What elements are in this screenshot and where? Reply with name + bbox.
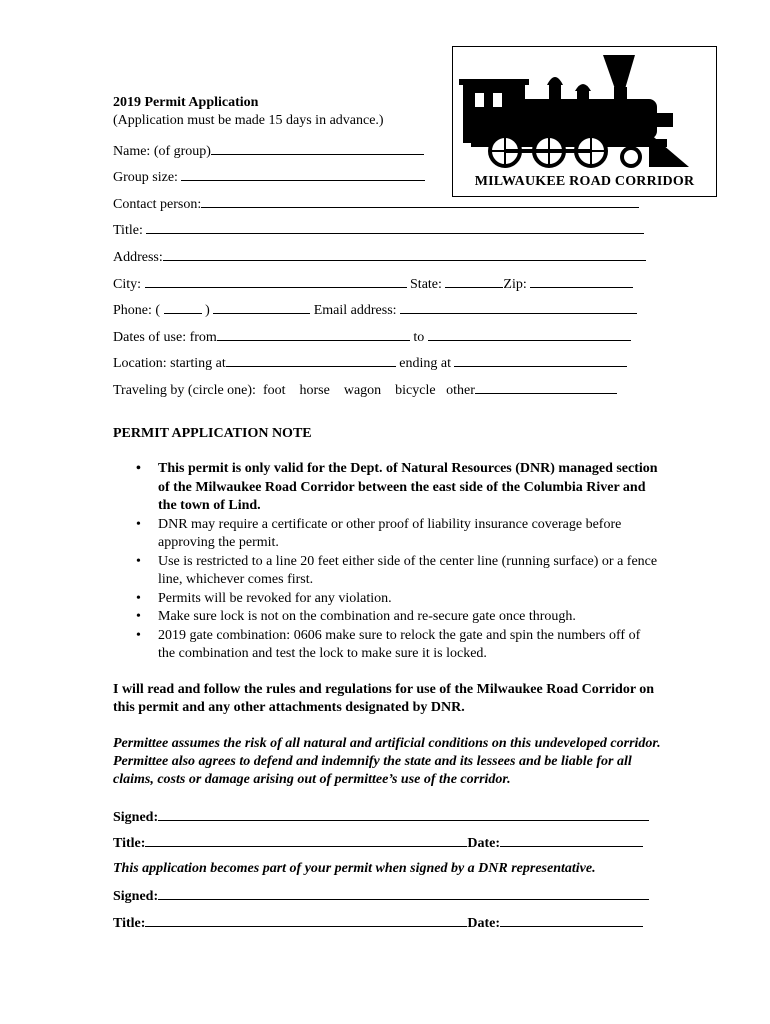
note-heading: PERMIT APPLICATION NOTE [113, 426, 312, 441]
dnr-date-input[interactable] [500, 913, 643, 927]
note-item-text: DNR may require a certificate or other proof of liability insurance coverage before approving the permit. [158, 516, 622, 550]
contact-row [113, 194, 639, 213]
phone-label: Phone: ( [113, 303, 161, 318]
traveling-label: Traveling by (circle one): [113, 383, 256, 398]
email-label: Email address: [313, 303, 397, 318]
bullet: • [136, 627, 141, 643]
note-item-text: Make sure lock is not on the combination and re-secure gate once through. [158, 609, 576, 624]
contact-label: Contact person: [113, 197, 202, 212]
address-label: Address: [113, 250, 163, 265]
location-start-input[interactable] [226, 353, 396, 367]
bullet: • [136, 461, 141, 476]
date-from-input[interactable] [217, 327, 410, 341]
travel-option-horse[interactable]: horse [299, 383, 330, 398]
group-name-label: Name: (of group) [113, 144, 211, 159]
group-size-label: Group size: [113, 170, 178, 185]
list-item [113, 608, 658, 627]
form-title: 2019 Permit Application [113, 95, 259, 110]
title-label: Title: [113, 916, 146, 931]
signed-label: Signed: [113, 810, 159, 825]
state-label: State: [410, 277, 442, 292]
applicant-title-input[interactable] [145, 833, 467, 847]
title-row [113, 220, 644, 239]
logo-caption: MILWAUKEE ROAD CORRIDOR [474, 174, 695, 189]
traveling-row [113, 380, 617, 399]
locomotive-icon [453, 47, 715, 172]
applicant-signature-input[interactable] [158, 807, 649, 821]
dates-label: Dates of use: from [113, 330, 217, 345]
bullet: • [136, 609, 141, 624]
title-label: Title: [113, 836, 146, 851]
location-row [113, 353, 627, 372]
note-item-text: Use is restricted to a line 20 feet either side of the center line (running surface) or a fence line, whichever comes first. [158, 553, 658, 587]
note-item-text: 2019 gate combination: 0606 make sure to relock the gate and spin the numbers off of the combination and test the lock to make sure it is locked. [158, 627, 641, 661]
signed-label: Signed: [113, 889, 159, 904]
state-input[interactable] [445, 274, 503, 288]
list-item [113, 590, 658, 609]
contact-input[interactable] [201, 194, 639, 208]
zip-input[interactable] [530, 274, 633, 288]
group-size-input[interactable] [181, 167, 425, 181]
address-input[interactable] [163, 247, 646, 261]
liability-text: Permittee assumes the risk of all natural and artificial conditions on this undeveloped corridor. Permittee also agrees to defend and indemnify the state and its lessees and be liable for all claims, costs or damage arising out of permittee’s use of the corridor. [113, 736, 661, 787]
dates-row [113, 327, 631, 346]
title-input[interactable] [146, 220, 644, 234]
dnr-note: This application becomes part of your permit when signed by a DNR representative. [113, 861, 596, 876]
phone-close: ) [205, 303, 210, 318]
agreement-text: I will read and follow the rules and regulations for use of the Milwaukee Road Corridor on this permit and any other attachments designated by DNR. [113, 682, 655, 715]
logo [452, 46, 717, 197]
travel-other-input[interactable] [475, 380, 617, 394]
list-item [113, 516, 658, 553]
date-label: Date: [467, 836, 501, 851]
dates-to-label: to [413, 330, 425, 345]
location-end-input[interactable] [454, 353, 627, 367]
zip-label: Zip: [503, 277, 527, 292]
city-row [113, 274, 633, 293]
dnr-title-row [113, 913, 643, 932]
travel-option-bicycle[interactable]: bicycle [395, 383, 436, 398]
group-size-row [113, 167, 425, 186]
note-list [113, 460, 658, 664]
travel-option-wagon[interactable]: wagon [343, 383, 382, 398]
bullet: • [136, 590, 141, 606]
email-input[interactable] [400, 300, 637, 314]
form-subtitle: (Application must be made 15 days in advance.) [113, 113, 384, 128]
dnr-title-input[interactable] [145, 913, 467, 927]
applicant-date-input[interactable] [500, 833, 643, 847]
travel-option-other[interactable]: other [446, 383, 475, 398]
dnr-signature-input[interactable] [158, 886, 649, 900]
location-end-label: ending at [399, 356, 451, 371]
dnr-signed-row [113, 886, 649, 905]
address-row [113, 247, 646, 266]
phone-row [113, 300, 637, 319]
list-item [113, 553, 658, 590]
applicant-signed-row [113, 807, 649, 826]
bullet: • [136, 516, 141, 532]
list-item [113, 460, 658, 516]
applicant-title-row [113, 833, 643, 852]
group-name-input[interactable] [211, 141, 424, 155]
date-to-input[interactable] [428, 327, 631, 341]
note-item-text: Permits will be revoked for any violation. [158, 590, 392, 606]
city-input[interactable] [145, 274, 407, 288]
phone-area-input[interactable] [164, 300, 202, 314]
travel-option-foot[interactable]: foot [262, 383, 286, 398]
note-item-text: This permit is only valid for the Dept. of Natural Resources (DNR) managed section of the Milwaukee Road Corridor between the east side of the Columbia River and the town of Lind. [158, 461, 658, 513]
date-label: Date: [467, 916, 501, 931]
location-label: Location: starting at [113, 356, 226, 371]
bullet: • [136, 553, 141, 569]
group-name-row [113, 141, 424, 160]
title-label: Title: [113, 223, 143, 238]
phone-number-input[interactable] [213, 300, 310, 314]
list-item [113, 627, 658, 664]
city-label: City: [113, 277, 142, 292]
